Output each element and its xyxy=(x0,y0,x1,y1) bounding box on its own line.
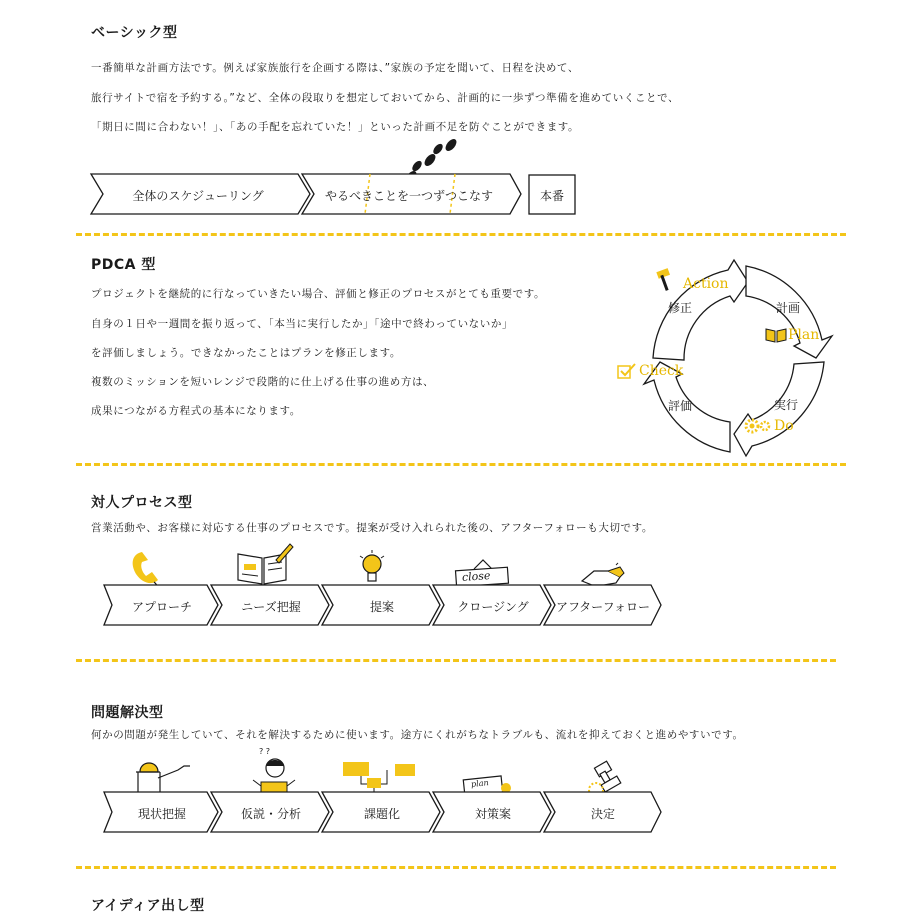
cycle-do-en: Do xyxy=(774,418,794,434)
plan-tag-text: plan xyxy=(470,778,490,789)
cycle-do-jp: 実行 xyxy=(774,398,799,412)
cycle-action-jp: 修正 xyxy=(668,301,693,315)
pdca-text-line-4: 複数のミッションを短いレンジで段階的に仕上げる仕事の進め方は、 xyxy=(91,376,435,388)
step-aftercare: アフターフォロー xyxy=(556,600,650,614)
close-sign-text: close xyxy=(461,569,491,584)
step-closing: クロージング xyxy=(457,600,529,614)
cycle-action-en: Action xyxy=(683,276,729,292)
step-needs: ニーズ把握 xyxy=(241,600,301,614)
pdca-text-line-5: 成果につながる方程式の基本になります。 xyxy=(91,405,301,417)
interpersonal-text-line-1: 営業活動や、お客様に対応する仕事のプロセスです。提案が受け入れられた後の、アフターフォローも大切です。 xyxy=(91,522,654,534)
basic-text-line-2: 旅行サイトで宿を予約する。”など、全体の段取りを想定しておいてから、計画的に一歩ずつ準備を進めていくことで、 xyxy=(91,92,680,104)
basic-text-line-3: 「期日に間に合わない！」、「あの手配を忘れていた！」といった計画不足を防ぐことができます。 xyxy=(91,121,580,133)
step-proposal: 提案 xyxy=(369,600,395,614)
svg-text:? ?: ? ? xyxy=(259,747,271,756)
section-heading-interpersonal: 対人プロセス型 xyxy=(91,494,193,512)
pdca-text-line-1: プロジェクトを継続的に行なっていきたい場合、評価と修正のプロセスがとても重要です。 xyxy=(91,288,546,300)
pdca-text-line-3: を評価しましょう。できなかったことはプランを修正します。 xyxy=(91,347,401,359)
step-current-state: 現状把握 xyxy=(137,807,187,821)
cycle-plan-jp: 計画 xyxy=(776,301,801,315)
basic-step-scheduling: 全体のスケジューリング xyxy=(132,189,264,203)
divider xyxy=(76,866,836,869)
cycle-check-en: Check xyxy=(639,363,684,379)
problem-text-line-1: 何かの問題が発生していて、それを解決するために使います。途方にくれがちなトラブルも、流れを抑えておくと進めやすいです。 xyxy=(91,729,744,741)
section-heading-idea: アイディア出し型 xyxy=(91,897,205,915)
section-heading-problem: 問題解決型 xyxy=(91,704,164,722)
pdca-text-line-2: 自身の１日や一週間を振り返って、「本当に実行したか」「途中で終わっていないか」 xyxy=(91,318,514,330)
step-countermeasure: 対策案 xyxy=(474,807,512,821)
step-issue: 課題化 xyxy=(363,807,401,821)
basic-step-production: 本番 xyxy=(539,189,565,203)
step-decision: 決定 xyxy=(590,807,616,821)
basic-step-one-by-one: やるべきことを一つずつこなす xyxy=(324,189,494,203)
section-heading-pdca: PDCA 型 xyxy=(91,256,156,274)
cycle-plan-en: Plan xyxy=(788,327,820,343)
step-hypothesis: 仮説・分析 xyxy=(240,807,302,821)
section-heading-basic: ベーシック型 xyxy=(91,24,177,42)
step-approach: アプローチ xyxy=(131,600,193,614)
basic-text-line-1: 一番簡単な計画方法です。例えば家族旅行を企画する際は、”家族の予定を聞いて、日程を決めて、 xyxy=(91,62,579,74)
cycle-check-jp: 評価 xyxy=(668,399,693,413)
